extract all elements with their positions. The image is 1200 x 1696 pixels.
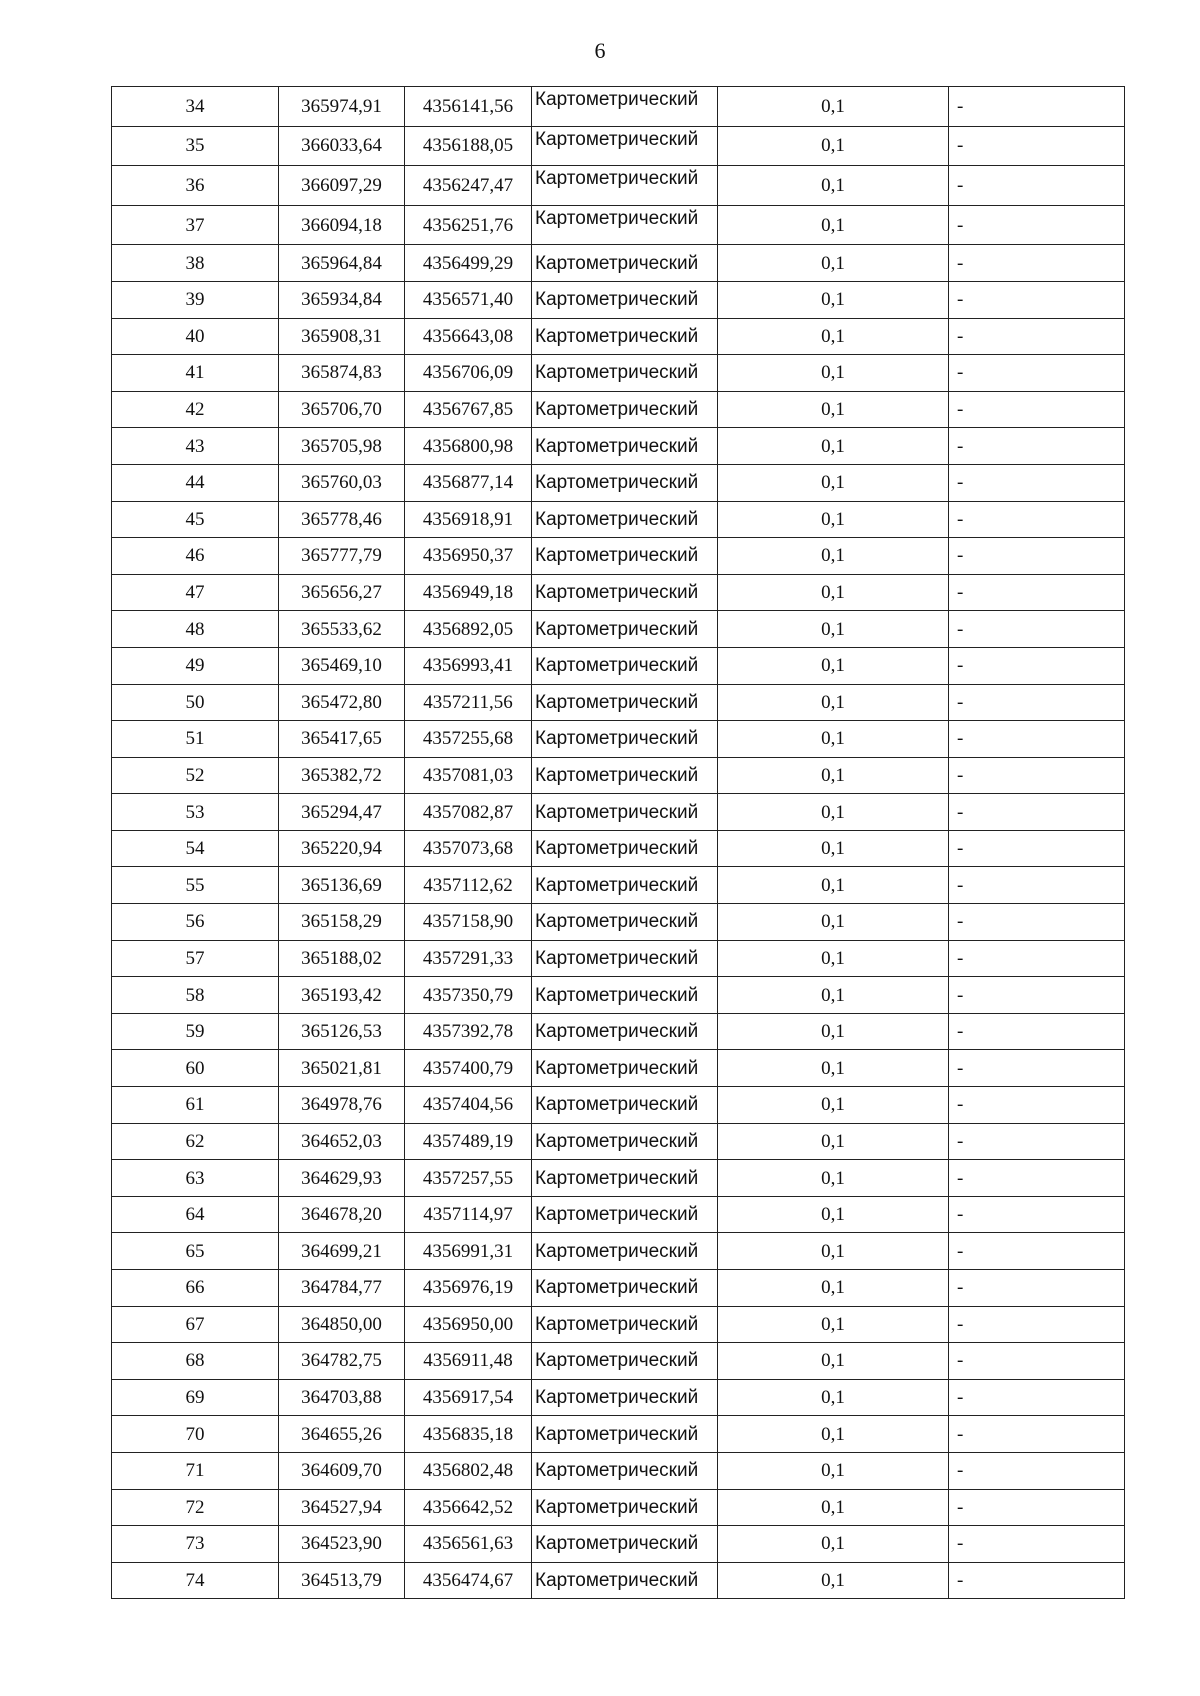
table-row [112, 647, 1125, 684]
x-coordinate-cell: 364629,93 [279, 1160, 405, 1197]
x-coordinate-cell: 364850,00 [279, 1306, 405, 1343]
note-cell: - [949, 355, 1125, 392]
y-coordinate-cell: 4356802,48 [405, 1452, 532, 1489]
point-number-cell: 64 [112, 1196, 279, 1233]
point-number-cell: 58 [112, 977, 279, 1014]
x-coordinate-cell: 365778,46 [279, 501, 405, 538]
table-row [112, 428, 1125, 465]
y-coordinate-cell: 4357073,68 [405, 830, 532, 867]
accuracy-cell: 0,1 [718, 574, 949, 611]
accuracy-cell: 0,1 [718, 684, 949, 721]
note-cell: - [949, 794, 1125, 831]
x-coordinate-cell: 365469,10 [279, 647, 405, 684]
y-coordinate-cell: 4357392,78 [405, 1013, 532, 1050]
method-cell: Картометрический [532, 355, 718, 392]
accuracy-cell: 0,1 [718, 1489, 949, 1526]
note-cell: - [949, 1343, 1125, 1380]
note-cell: - [949, 1526, 1125, 1563]
y-coordinate-cell: 4356474,67 [405, 1562, 532, 1599]
table-row [112, 904, 1125, 941]
method-cell: Картометрический [532, 538, 718, 575]
table-row [112, 126, 1125, 166]
accuracy-cell: 0,1 [718, 1087, 949, 1124]
table-row [112, 501, 1125, 538]
y-coordinate-cell: 4357255,68 [405, 721, 532, 758]
table-row [112, 355, 1125, 392]
method-cell: Картометрический [532, 1050, 718, 1087]
method-cell: Картометрический [532, 1416, 718, 1453]
point-number-cell: 71 [112, 1452, 279, 1489]
method-cell: Картометрический [532, 1562, 718, 1599]
method-cell: Картометрический [532, 757, 718, 794]
x-coordinate-cell: 365964,84 [279, 245, 405, 282]
accuracy-cell: 0,1 [718, 1270, 949, 1307]
accuracy-cell: 0,1 [718, 757, 949, 794]
note-cell: - [949, 1562, 1125, 1599]
method-cell: Картометрический [532, 940, 718, 977]
note-cell: - [949, 830, 1125, 867]
y-coordinate-cell: 4356499,29 [405, 245, 532, 282]
note-cell: - [949, 684, 1125, 721]
accuracy-cell: 0,1 [718, 87, 949, 127]
y-coordinate-cell: 4356950,00 [405, 1306, 532, 1343]
table-row [112, 1013, 1125, 1050]
method-cell: Картометрический [532, 904, 718, 941]
point-number-cell: 74 [112, 1562, 279, 1599]
point-number-cell: 52 [112, 757, 279, 794]
point-number-cell: 63 [112, 1160, 279, 1197]
y-coordinate-cell: 4357350,79 [405, 977, 532, 1014]
method-cell: Картометрический [532, 574, 718, 611]
y-coordinate-cell: 4356991,31 [405, 1233, 532, 1270]
x-coordinate-cell: 365126,53 [279, 1013, 405, 1050]
note-cell: - [949, 721, 1125, 758]
x-coordinate-cell: 365656,27 [279, 574, 405, 611]
point-number-cell: 60 [112, 1050, 279, 1087]
note-cell: - [949, 281, 1125, 318]
point-number-cell: 57 [112, 940, 279, 977]
x-coordinate-cell: 365193,42 [279, 977, 405, 1014]
note-cell: - [949, 867, 1125, 904]
method-cell: Картометрический [532, 391, 718, 428]
point-number-cell: 73 [112, 1526, 279, 1563]
accuracy-cell: 0,1 [718, 940, 949, 977]
note-cell: - [949, 611, 1125, 648]
accuracy-cell: 0,1 [718, 1526, 949, 1563]
point-number-cell: 49 [112, 647, 279, 684]
note-cell: - [949, 904, 1125, 941]
table-row [112, 611, 1125, 648]
x-coordinate-cell: 365472,80 [279, 684, 405, 721]
point-number-cell: 37 [112, 205, 279, 245]
accuracy-cell: 0,1 [718, 464, 949, 501]
note-cell: - [949, 940, 1125, 977]
point-number-cell: 34 [112, 87, 279, 127]
accuracy-cell: 0,1 [718, 1013, 949, 1050]
table-row [112, 1489, 1125, 1526]
method-cell: Картометрический [532, 281, 718, 318]
accuracy-cell: 0,1 [718, 281, 949, 318]
accuracy-cell: 0,1 [718, 391, 949, 428]
table-row [112, 166, 1125, 206]
accuracy-cell: 0,1 [718, 1306, 949, 1343]
x-coordinate-cell: 365021,81 [279, 1050, 405, 1087]
table-row [112, 538, 1125, 575]
point-number-cell: 42 [112, 391, 279, 428]
y-coordinate-cell: 4356247,47 [405, 166, 532, 206]
accuracy-cell: 0,1 [718, 611, 949, 648]
table-row [112, 684, 1125, 721]
table-row [112, 721, 1125, 758]
point-number-cell: 36 [112, 166, 279, 206]
accuracy-cell: 0,1 [718, 1452, 949, 1489]
point-number-cell: 69 [112, 1379, 279, 1416]
coordinates-table-body [112, 87, 1125, 1599]
x-coordinate-cell: 365136,69 [279, 867, 405, 904]
note-cell: - [949, 1489, 1125, 1526]
y-coordinate-cell: 4356993,41 [405, 647, 532, 684]
y-coordinate-cell: 4357211,56 [405, 684, 532, 721]
note-cell: - [949, 1050, 1125, 1087]
x-coordinate-cell: 364655,26 [279, 1416, 405, 1453]
method-cell: Картометрический [532, 794, 718, 831]
point-number-cell: 45 [112, 501, 279, 538]
note-cell: - [949, 1306, 1125, 1343]
table-row [112, 1526, 1125, 1563]
method-cell: Картометрический [532, 611, 718, 648]
table-row [112, 318, 1125, 355]
y-coordinate-cell: 4357112,62 [405, 867, 532, 904]
point-number-cell: 72 [112, 1489, 279, 1526]
accuracy-cell: 0,1 [718, 830, 949, 867]
table-row [112, 794, 1125, 831]
point-number-cell: 43 [112, 428, 279, 465]
method-cell: Картометрический [532, 1489, 718, 1526]
y-coordinate-cell: 4357158,90 [405, 904, 532, 941]
table-row [112, 940, 1125, 977]
accuracy-cell: 0,1 [718, 428, 949, 465]
x-coordinate-cell: 364703,88 [279, 1379, 405, 1416]
note-cell: - [949, 977, 1125, 1014]
point-number-cell: 65 [112, 1233, 279, 1270]
point-number-cell: 50 [112, 684, 279, 721]
accuracy-cell: 0,1 [718, 977, 949, 1014]
point-number-cell: 59 [112, 1013, 279, 1050]
method-cell: Картометрический [532, 1452, 718, 1489]
method-cell: Картометрический [532, 428, 718, 465]
x-coordinate-cell: 365188,02 [279, 940, 405, 977]
accuracy-cell: 0,1 [718, 1050, 949, 1087]
point-number-cell: 62 [112, 1123, 279, 1160]
method-cell: Картометрический [532, 245, 718, 282]
method-cell: Картометрический [532, 87, 718, 127]
table-row [112, 1379, 1125, 1416]
x-coordinate-cell: 365382,72 [279, 757, 405, 794]
method-cell: Картометрический [532, 501, 718, 538]
point-number-cell: 53 [112, 794, 279, 831]
note-cell: - [949, 464, 1125, 501]
accuracy-cell: 0,1 [718, 1416, 949, 1453]
x-coordinate-cell: 366094,18 [279, 205, 405, 245]
point-number-cell: 56 [112, 904, 279, 941]
method-cell: Картометрический [532, 1196, 718, 1233]
point-number-cell: 44 [112, 464, 279, 501]
y-coordinate-cell: 4357081,03 [405, 757, 532, 794]
y-coordinate-cell: 4356892,05 [405, 611, 532, 648]
note-cell: - [949, 245, 1125, 282]
note-cell: - [949, 1379, 1125, 1416]
note-cell: - [949, 1196, 1125, 1233]
point-number-cell: 55 [112, 867, 279, 904]
accuracy-cell: 0,1 [718, 1343, 949, 1380]
accuracy-cell: 0,1 [718, 647, 949, 684]
table-row [112, 1233, 1125, 1270]
x-coordinate-cell: 365158,29 [279, 904, 405, 941]
table-row [112, 977, 1125, 1014]
point-number-cell: 48 [112, 611, 279, 648]
table-row [112, 867, 1125, 904]
y-coordinate-cell: 4356911,48 [405, 1343, 532, 1380]
accuracy-cell: 0,1 [718, 538, 949, 575]
x-coordinate-cell: 365760,03 [279, 464, 405, 501]
point-number-cell: 41 [112, 355, 279, 392]
note-cell: - [949, 318, 1125, 355]
table-row [112, 205, 1125, 245]
note-cell: - [949, 1452, 1125, 1489]
method-cell: Картометрический [532, 1343, 718, 1380]
x-coordinate-cell: 364782,75 [279, 1343, 405, 1380]
accuracy-cell: 0,1 [718, 904, 949, 941]
method-cell: Картометрический [532, 205, 718, 245]
x-coordinate-cell: 364527,94 [279, 1489, 405, 1526]
y-coordinate-cell: 4357257,55 [405, 1160, 532, 1197]
y-coordinate-cell: 4356918,91 [405, 501, 532, 538]
x-coordinate-cell: 364784,77 [279, 1270, 405, 1307]
table-row [112, 1270, 1125, 1307]
table-row [112, 830, 1125, 867]
y-coordinate-cell: 4356642,52 [405, 1489, 532, 1526]
x-coordinate-cell: 365533,62 [279, 611, 405, 648]
note-cell: - [949, 205, 1125, 245]
method-cell: Картометрический [532, 1379, 718, 1416]
table-row [112, 464, 1125, 501]
page-number: 6 [594, 38, 606, 63]
accuracy-cell: 0,1 [718, 501, 949, 538]
accuracy-cell: 0,1 [718, 166, 949, 206]
note-cell: - [949, 87, 1125, 127]
accuracy-cell: 0,1 [718, 721, 949, 758]
point-number-cell: 51 [112, 721, 279, 758]
accuracy-cell: 0,1 [718, 205, 949, 245]
y-coordinate-cell: 4357291,33 [405, 940, 532, 977]
accuracy-cell: 0,1 [718, 1562, 949, 1599]
y-coordinate-cell: 4357400,79 [405, 1050, 532, 1087]
x-coordinate-cell: 365294,47 [279, 794, 405, 831]
y-coordinate-cell: 4356877,14 [405, 464, 532, 501]
method-cell: Картометрический [532, 867, 718, 904]
method-cell: Картометрический [532, 1233, 718, 1270]
note-cell: - [949, 647, 1125, 684]
point-number-cell: 38 [112, 245, 279, 282]
note-cell: - [949, 1087, 1125, 1124]
y-coordinate-cell: 4356950,37 [405, 538, 532, 575]
accuracy-cell: 0,1 [718, 1379, 949, 1416]
point-number-cell: 54 [112, 830, 279, 867]
method-cell: Картометрический [532, 684, 718, 721]
method-cell: Картометрический [532, 1526, 718, 1563]
table-row [112, 1343, 1125, 1380]
x-coordinate-cell: 365706,70 [279, 391, 405, 428]
y-coordinate-cell: 4357082,87 [405, 794, 532, 831]
x-coordinate-cell: 364609,70 [279, 1452, 405, 1489]
method-cell: Картометрический [532, 1087, 718, 1124]
note-cell: - [949, 391, 1125, 428]
table-row [112, 757, 1125, 794]
table-row [112, 1452, 1125, 1489]
y-coordinate-cell: 4356800,98 [405, 428, 532, 465]
point-number-cell: 61 [112, 1087, 279, 1124]
y-coordinate-cell: 4357404,56 [405, 1087, 532, 1124]
point-number-cell: 66 [112, 1270, 279, 1307]
table-row [112, 574, 1125, 611]
y-coordinate-cell: 4356188,05 [405, 126, 532, 166]
y-coordinate-cell: 4357114,97 [405, 1196, 532, 1233]
point-number-cell: 70 [112, 1416, 279, 1453]
note-cell: - [949, 126, 1125, 166]
method-cell: Картометрический [532, 1270, 718, 1307]
accuracy-cell: 0,1 [718, 794, 949, 831]
method-cell: Картометрический [532, 721, 718, 758]
accuracy-cell: 0,1 [718, 126, 949, 166]
note-cell: - [949, 1013, 1125, 1050]
method-cell: Картометрический [532, 318, 718, 355]
table-row [112, 245, 1125, 282]
point-number-cell: 46 [112, 538, 279, 575]
y-coordinate-cell: 4356706,09 [405, 355, 532, 392]
x-coordinate-cell: 365705,98 [279, 428, 405, 465]
x-coordinate-cell: 365908,31 [279, 318, 405, 355]
x-coordinate-cell: 366097,29 [279, 166, 405, 206]
table-row [112, 1087, 1125, 1124]
point-number-cell: 67 [112, 1306, 279, 1343]
x-coordinate-cell: 364678,20 [279, 1196, 405, 1233]
method-cell: Картометрический [532, 126, 718, 166]
table-row [112, 1416, 1125, 1453]
method-cell: Картометрический [532, 1013, 718, 1050]
method-cell: Картометрический [532, 464, 718, 501]
table-row [112, 1196, 1125, 1233]
y-coordinate-cell: 4356767,85 [405, 391, 532, 428]
y-coordinate-cell: 4356561,63 [405, 1526, 532, 1563]
accuracy-cell: 0,1 [718, 318, 949, 355]
table-row [112, 87, 1125, 127]
y-coordinate-cell: 4356949,18 [405, 574, 532, 611]
method-cell: Картометрический [532, 647, 718, 684]
x-coordinate-cell: 365934,84 [279, 281, 405, 318]
accuracy-cell: 0,1 [718, 1123, 949, 1160]
x-coordinate-cell: 364523,90 [279, 1526, 405, 1563]
y-coordinate-cell: 4357489,19 [405, 1123, 532, 1160]
method-cell: Картометрический [532, 977, 718, 1014]
table-row [112, 281, 1125, 318]
x-coordinate-cell: 364652,03 [279, 1123, 405, 1160]
note-cell: - [949, 538, 1125, 575]
x-coordinate-cell: 364699,21 [279, 1233, 405, 1270]
accuracy-cell: 0,1 [718, 1196, 949, 1233]
note-cell: - [949, 501, 1125, 538]
method-cell: Картометрический [532, 1123, 718, 1160]
point-number-cell: 39 [112, 281, 279, 318]
method-cell: Картометрический [532, 1160, 718, 1197]
x-coordinate-cell: 365777,79 [279, 538, 405, 575]
x-coordinate-cell: 366033,64 [279, 126, 405, 166]
note-cell: - [949, 428, 1125, 465]
table-row [112, 1160, 1125, 1197]
x-coordinate-cell: 365417,65 [279, 721, 405, 758]
accuracy-cell: 0,1 [718, 1160, 949, 1197]
table-row [112, 1123, 1125, 1160]
x-coordinate-cell: 364978,76 [279, 1087, 405, 1124]
note-cell: - [949, 166, 1125, 206]
point-number-cell: 35 [112, 126, 279, 166]
note-cell: - [949, 1416, 1125, 1453]
point-number-cell: 68 [112, 1343, 279, 1380]
x-coordinate-cell: 365874,83 [279, 355, 405, 392]
y-coordinate-cell: 4356141,56 [405, 87, 532, 127]
y-coordinate-cell: 4356835,18 [405, 1416, 532, 1453]
note-cell: - [949, 1233, 1125, 1270]
x-coordinate-cell: 365220,94 [279, 830, 405, 867]
y-coordinate-cell: 4356571,40 [405, 281, 532, 318]
table-row [112, 391, 1125, 428]
note-cell: - [949, 1160, 1125, 1197]
accuracy-cell: 0,1 [718, 355, 949, 392]
table-row [112, 1562, 1125, 1599]
method-cell: Картометрический [532, 1306, 718, 1343]
coordinates-table [111, 86, 1125, 1599]
y-coordinate-cell: 4356917,54 [405, 1379, 532, 1416]
x-coordinate-cell: 364513,79 [279, 1562, 405, 1599]
y-coordinate-cell: 4356976,19 [405, 1270, 532, 1307]
point-number-cell: 47 [112, 574, 279, 611]
table-row [112, 1306, 1125, 1343]
y-coordinate-cell: 4356251,76 [405, 205, 532, 245]
note-cell: - [949, 1270, 1125, 1307]
accuracy-cell: 0,1 [718, 245, 949, 282]
accuracy-cell: 0,1 [718, 867, 949, 904]
accuracy-cell: 0,1 [718, 1233, 949, 1270]
point-number-cell: 40 [112, 318, 279, 355]
method-cell: Картометрический [532, 166, 718, 206]
note-cell: - [949, 1123, 1125, 1160]
table-row [112, 1050, 1125, 1087]
y-coordinate-cell: 4356643,08 [405, 318, 532, 355]
method-cell: Картометрический [532, 830, 718, 867]
x-coordinate-cell: 365974,91 [279, 87, 405, 127]
note-cell: - [949, 757, 1125, 794]
note-cell: - [949, 574, 1125, 611]
